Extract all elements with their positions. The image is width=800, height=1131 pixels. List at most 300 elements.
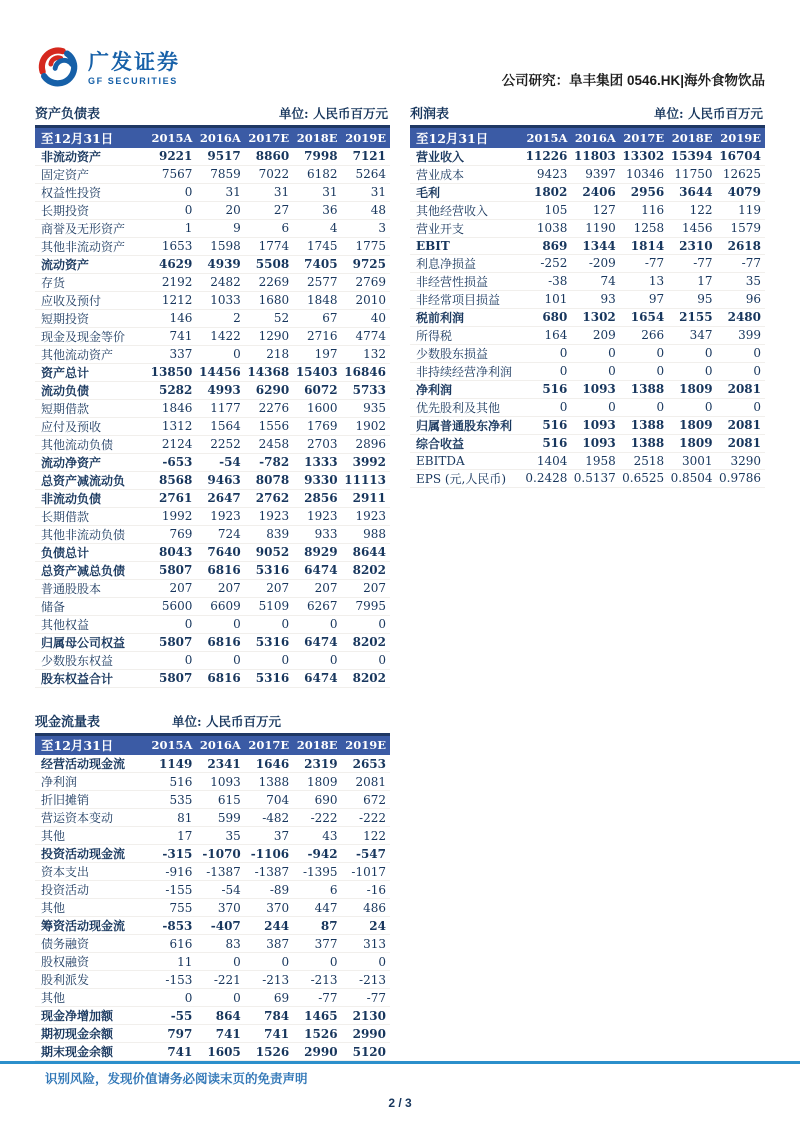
- cell-value: 7121: [342, 148, 390, 166]
- table-row: [35, 845, 390, 863]
- cell-value: 96: [717, 290, 765, 308]
- cell-value: 5807: [148, 561, 196, 579]
- cell-value: 5807: [148, 669, 196, 687]
- report-breadcrumb: 公司研究：阜丰集团 0546.HK|海外食物饮品: [501, 73, 765, 88]
- cell-value: 0.5137: [571, 469, 619, 487]
- cell-value: 680: [523, 308, 571, 326]
- cell-value: 2310: [668, 237, 716, 254]
- cell-value: 8860: [245, 148, 293, 166]
- cell-value: 15403: [293, 363, 341, 381]
- cell-value: 3644: [668, 183, 716, 201]
- row-label: 所得税: [410, 326, 523, 344]
- gf-securities-logo: [35, 44, 180, 94]
- table-row: [35, 633, 390, 651]
- cell-value: 1809: [668, 380, 716, 398]
- cell-value: 704: [245, 791, 293, 809]
- cell-value: 0: [148, 183, 196, 201]
- table-row: [35, 881, 390, 899]
- year-column-header: 2015A: [523, 127, 571, 148]
- table-row: [410, 362, 765, 380]
- table-row: [35, 345, 390, 363]
- cell-value: 16846: [342, 363, 390, 381]
- cell-value: 0: [571, 398, 619, 416]
- cell-value: 6474: [293, 633, 341, 651]
- cell-value: -16: [342, 881, 390, 899]
- cell-value: 2716: [293, 327, 341, 345]
- row-label: 其他流动资产: [35, 345, 148, 363]
- cell-value: 516: [148, 773, 196, 791]
- cell-value: 5600: [148, 597, 196, 615]
- table-row: [35, 863, 390, 881]
- cell-value: 2406: [571, 183, 619, 201]
- cell-value: 5316: [245, 561, 293, 579]
- table-row: [35, 899, 390, 917]
- year-column-header: 2016A: [196, 127, 244, 148]
- cell-value: 0: [571, 344, 619, 362]
- cell-value: 370: [245, 899, 293, 917]
- year-column-header: 2017E: [245, 127, 293, 148]
- cell-value: 1456: [668, 219, 716, 237]
- cell-value: 11113: [342, 471, 390, 489]
- cell-value: -77: [668, 254, 716, 272]
- cell-value: 1809: [668, 434, 716, 452]
- year-column-header: 2016A: [196, 734, 244, 755]
- cell-value: 1388: [620, 416, 668, 434]
- cell-value: 9330: [293, 471, 341, 489]
- cell-value: 16704: [717, 148, 765, 166]
- cell-value: 2762: [245, 489, 293, 507]
- row-label: 投资活动现金流: [35, 845, 148, 863]
- table-row: [35, 543, 390, 561]
- balance-sheet-table: [35, 125, 390, 688]
- row-label: 其他经营收入: [410, 201, 523, 219]
- right-column: [410, 98, 765, 1061]
- cell-value: 1: [148, 219, 196, 237]
- cell-value: 207: [293, 579, 341, 597]
- cell-value: 81: [148, 809, 196, 827]
- table-row: [35, 809, 390, 827]
- row-label: 税前利润: [410, 308, 523, 326]
- left-column: [35, 98, 390, 1061]
- table-row: [35, 273, 390, 291]
- table-row: [35, 453, 390, 471]
- row-label: 归属母公司权益: [35, 633, 148, 651]
- cell-value: 0: [342, 953, 390, 971]
- cell-value: 1848: [293, 291, 341, 309]
- cell-value: 6474: [293, 561, 341, 579]
- row-label: 固定资产: [35, 165, 148, 183]
- row-label: 优先股利及其他: [410, 398, 523, 416]
- row-label: 利息净损益: [410, 254, 523, 272]
- cell-value: 4629: [148, 255, 196, 273]
- cell-value: 1958: [571, 452, 619, 469]
- row-label: 筹资活动现金流: [35, 917, 148, 935]
- cell-value: 13302: [620, 148, 668, 166]
- row-label: 其他非流动负债: [35, 525, 148, 543]
- cell-value: 5316: [245, 633, 293, 651]
- cash-flow-section: [35, 706, 390, 1062]
- cell-value: 0: [620, 362, 668, 380]
- cell-value: 797: [148, 1025, 196, 1043]
- table-row: [35, 669, 390, 687]
- cell-value: 0: [523, 362, 571, 380]
- table-row: [410, 416, 765, 434]
- row-label: 短期投资: [35, 309, 148, 327]
- cell-value: 2081: [717, 380, 765, 398]
- cell-value: 1033: [196, 291, 244, 309]
- cell-value: 31: [196, 183, 244, 201]
- cell-value: 17: [148, 827, 196, 845]
- table-row: [35, 219, 390, 237]
- cell-value: 1422: [196, 327, 244, 345]
- table-row: [35, 363, 390, 381]
- cell-value: 516: [523, 380, 571, 398]
- cell-value: 0.9786: [717, 469, 765, 487]
- cell-value: -222: [342, 809, 390, 827]
- cell-value: 2252: [196, 435, 244, 453]
- table-row: [35, 327, 390, 345]
- row-label: 其他流动负债: [35, 435, 148, 453]
- cell-value: 1923: [196, 507, 244, 525]
- row-label: 流动负债: [35, 381, 148, 399]
- cell-value: 15394: [668, 148, 716, 166]
- table-row: [410, 237, 765, 254]
- row-label: 其他权益: [35, 615, 148, 633]
- cell-value: -1017: [342, 863, 390, 881]
- cell-value: 2990: [293, 1043, 341, 1061]
- table-row: [35, 597, 390, 615]
- unit-label: 单位: 人民币百万元: [279, 106, 388, 121]
- row-label: EBIT: [410, 237, 523, 254]
- cell-value: 4774: [342, 327, 390, 345]
- table-row: [35, 435, 390, 453]
- cell-value: 11: [148, 953, 196, 971]
- cell-value: 164: [523, 326, 571, 344]
- row-label: 长期借款: [35, 507, 148, 525]
- cell-value: 1923: [245, 507, 293, 525]
- cell-value: 6267: [293, 597, 341, 615]
- cell-value: 31: [245, 183, 293, 201]
- table-row: [410, 272, 765, 290]
- cell-value: -916: [148, 863, 196, 881]
- table-row: [35, 291, 390, 309]
- row-label: 股利派发: [35, 971, 148, 989]
- table-row: [35, 489, 390, 507]
- cell-value: 988: [342, 525, 390, 543]
- cell-value: 1846: [148, 399, 196, 417]
- cell-value: 1814: [620, 237, 668, 254]
- year-column-header: 2015A: [148, 734, 196, 755]
- table-row: [35, 148, 390, 166]
- cell-value: 5508: [245, 255, 293, 273]
- year-column-header: 2019E: [717, 127, 765, 148]
- cell-value: -1070: [196, 845, 244, 863]
- cell-value: 48: [342, 201, 390, 219]
- cell-value: -1387: [196, 863, 244, 881]
- cell-value: -782: [245, 453, 293, 471]
- cell-value: 2769: [342, 273, 390, 291]
- cell-value: 5109: [245, 597, 293, 615]
- cell-value: 1809: [668, 416, 716, 434]
- cell-value: 2130: [342, 1007, 390, 1025]
- table-row: [410, 434, 765, 452]
- table-row: [35, 507, 390, 525]
- cell-value: -315: [148, 845, 196, 863]
- cell-value: 207: [196, 579, 244, 597]
- cell-value: 3992: [342, 453, 390, 471]
- cell-value: 14368: [245, 363, 293, 381]
- cell-value: 6: [245, 219, 293, 237]
- year-column-header: 2018E: [668, 127, 716, 148]
- cell-value: 0: [620, 398, 668, 416]
- cell-value: 2482: [196, 273, 244, 291]
- cell-value: 2577: [293, 273, 341, 291]
- cell-value: -252: [523, 254, 571, 272]
- cell-value: 8644: [342, 543, 390, 561]
- cell-value: 266: [620, 326, 668, 344]
- cell-value: 2653: [342, 755, 390, 773]
- cell-value: 1653: [148, 237, 196, 255]
- table-row: [35, 615, 390, 633]
- cell-value: 0: [523, 344, 571, 362]
- row-label: 经营活动现金流: [35, 755, 148, 773]
- unit-label: 单位: 人民币百万元: [654, 106, 763, 121]
- cell-value: 9: [196, 219, 244, 237]
- cell-value: 2896: [342, 435, 390, 453]
- cell-value: 1902: [342, 417, 390, 435]
- cell-value: 2319: [293, 755, 341, 773]
- row-label: 应收及预付: [35, 291, 148, 309]
- cell-value: 1177: [196, 399, 244, 417]
- cell-value: 1388: [245, 773, 293, 791]
- row-label: 其他: [35, 827, 148, 845]
- cell-value: 599: [196, 809, 244, 827]
- cell-value: -482: [245, 809, 293, 827]
- cell-value: 0: [717, 398, 765, 416]
- table-row: [35, 255, 390, 273]
- cell-value: -213: [342, 971, 390, 989]
- cell-value: 1404: [523, 452, 571, 469]
- cell-value: -89: [245, 881, 293, 899]
- cell-value: 1556: [245, 417, 293, 435]
- row-label: 少数股东损益: [410, 344, 523, 362]
- cell-value: 1312: [148, 417, 196, 435]
- cell-value: 535: [148, 791, 196, 809]
- cell-value: -222: [293, 809, 341, 827]
- cell-value: 1923: [293, 507, 341, 525]
- cell-value: -54: [196, 453, 244, 471]
- cell-value: 101: [523, 290, 571, 308]
- table-title: 利润表: [410, 107, 450, 122]
- cell-value: 2480: [717, 308, 765, 326]
- cell-value: 864: [196, 1007, 244, 1025]
- cell-value: 1775: [342, 237, 390, 255]
- cell-value: 1923: [342, 507, 390, 525]
- cell-value: 244: [245, 917, 293, 935]
- cell-value: -77: [717, 254, 765, 272]
- row-label: 期末现金余额: [35, 1043, 148, 1061]
- cell-value: 24: [342, 917, 390, 935]
- cell-value: 935: [342, 399, 390, 417]
- cell-value: -213: [245, 971, 293, 989]
- year-column-header: 2018E: [293, 127, 341, 148]
- cell-value: 43: [293, 827, 341, 845]
- cell-value: 313: [342, 935, 390, 953]
- table-row: [410, 308, 765, 326]
- row-label: 短期借款: [35, 399, 148, 417]
- cell-value: 516: [523, 434, 571, 452]
- cell-value: 8043: [148, 543, 196, 561]
- cell-value: 2276: [245, 399, 293, 417]
- cell-value: 1598: [196, 237, 244, 255]
- row-label: 投资活动: [35, 881, 148, 899]
- cell-value: -1395: [293, 863, 341, 881]
- table-row: [35, 579, 390, 597]
- cell-value: 741: [148, 1043, 196, 1061]
- row-label: 非经常项目损益: [410, 290, 523, 308]
- row-label: 应付及预收: [35, 417, 148, 435]
- row-label: 负债总计: [35, 543, 148, 561]
- cell-value: 399: [717, 326, 765, 344]
- table-row: [35, 935, 390, 953]
- row-label: 现金净增加额: [35, 1007, 148, 1025]
- cell-value: 0: [342, 651, 390, 669]
- cell-value: 67: [293, 309, 341, 327]
- cell-value: 1745: [293, 237, 341, 255]
- cell-value: 839: [245, 525, 293, 543]
- row-label: 净利润: [410, 380, 523, 398]
- cell-value: 1093: [196, 773, 244, 791]
- cell-value: 69: [245, 989, 293, 1007]
- cell-value: 0: [196, 953, 244, 971]
- cell-value: 1526: [245, 1043, 293, 1061]
- table-header-row: [35, 734, 390, 755]
- table-row: [35, 471, 390, 489]
- table-row: [35, 201, 390, 219]
- table-row: [35, 399, 390, 417]
- table-row: [35, 1007, 390, 1025]
- row-label: 营业成本: [410, 165, 523, 183]
- table-row: [35, 953, 390, 971]
- cell-value: -38: [523, 272, 571, 290]
- cell-value: 1093: [571, 434, 619, 452]
- cell-value: -77: [620, 254, 668, 272]
- cell-value: 146: [148, 309, 196, 327]
- cell-value: 447: [293, 899, 341, 917]
- table-row: [35, 827, 390, 845]
- cell-value: 4079: [717, 183, 765, 201]
- table-header-row: [410, 127, 765, 148]
- cell-value: 5282: [148, 381, 196, 399]
- cell-value: 6816: [196, 561, 244, 579]
- cell-value: 724: [196, 525, 244, 543]
- table-header-row: [35, 127, 390, 148]
- cell-value: 1769: [293, 417, 341, 435]
- row-label: 净利润: [35, 773, 148, 791]
- row-label: 总资产减总负债: [35, 561, 148, 579]
- cell-value: 0: [196, 651, 244, 669]
- cell-value: 218: [245, 345, 293, 363]
- cell-value: 8078: [245, 471, 293, 489]
- cell-value: 1564: [196, 417, 244, 435]
- cell-value: 1302: [571, 308, 619, 326]
- row-label: 营业开支: [410, 219, 523, 237]
- cell-value: 9517: [196, 148, 244, 166]
- cell-value: 3: [342, 219, 390, 237]
- cell-value: 2: [196, 309, 244, 327]
- cell-value: 6609: [196, 597, 244, 615]
- cell-value: 8202: [342, 669, 390, 687]
- cell-value: 5264: [342, 165, 390, 183]
- cell-value: 2856: [293, 489, 341, 507]
- table-row: [35, 165, 390, 183]
- row-label: 其他: [35, 899, 148, 917]
- cell-value: 1600: [293, 399, 341, 417]
- row-label: 现金及现金等价: [35, 327, 148, 345]
- cell-value: 6474: [293, 669, 341, 687]
- cell-value: 35: [196, 827, 244, 845]
- cell-value: 337: [148, 345, 196, 363]
- table-row: [410, 254, 765, 272]
- cell-value: 6182: [293, 165, 341, 183]
- cell-value: 1680: [245, 291, 293, 309]
- cell-value: 516: [523, 416, 571, 434]
- cell-value: 1290: [245, 327, 293, 345]
- cell-value: 769: [148, 525, 196, 543]
- table-row: [35, 651, 390, 669]
- cell-value: 87: [293, 917, 341, 935]
- cell-value: 5733: [342, 381, 390, 399]
- row-label: 存货: [35, 273, 148, 291]
- table-row: [35, 309, 390, 327]
- row-label: 普通股股本: [35, 579, 148, 597]
- cell-value: 2341: [196, 755, 244, 773]
- cell-value: 2956: [620, 183, 668, 201]
- cell-value: -407: [196, 917, 244, 935]
- cell-value: -77: [293, 989, 341, 1007]
- cell-value: -853: [148, 917, 196, 935]
- cell-value: 207: [148, 579, 196, 597]
- table-row: [410, 344, 765, 362]
- cell-value: 784: [245, 1007, 293, 1025]
- cell-value: 40: [342, 309, 390, 327]
- table-row: [35, 1025, 390, 1043]
- balance-sheet-section: [35, 98, 390, 688]
- cell-value: 377: [293, 935, 341, 953]
- disclaimer-text: 识别风险，发现价值请务必阅读末页的免责声明: [45, 1072, 308, 1086]
- cell-value: 11750: [668, 165, 716, 183]
- cell-value: 2081: [717, 434, 765, 452]
- cell-value: 197: [293, 345, 341, 363]
- cell-value: -942: [293, 845, 341, 863]
- row-label: 总资产减流动负: [35, 471, 148, 489]
- cell-value: 8202: [342, 633, 390, 651]
- cell-value: 74: [571, 272, 619, 290]
- cell-value: 35: [717, 272, 765, 290]
- table-row: [35, 1043, 390, 1061]
- cell-value: -209: [571, 254, 619, 272]
- table-row: [410, 469, 765, 487]
- table-row: [35, 381, 390, 399]
- cell-value: 1774: [245, 237, 293, 255]
- cell-value: 0: [668, 398, 716, 416]
- row-label: 储备: [35, 597, 148, 615]
- cell-value: -155: [148, 881, 196, 899]
- cell-value: 132: [342, 345, 390, 363]
- row-label: 流动净资产: [35, 453, 148, 471]
- table-row: [410, 398, 765, 416]
- table-row: [35, 561, 390, 579]
